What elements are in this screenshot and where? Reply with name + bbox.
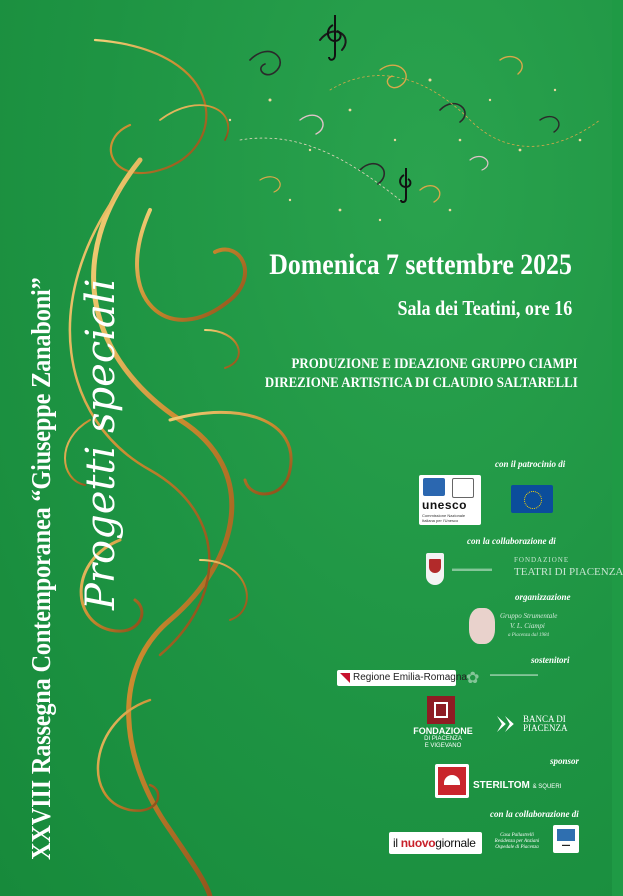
italy-emblem-icon [452,478,474,498]
regione-emilia-romagna-logo [337,670,467,686]
label-sponsor: sponsor [550,756,580,766]
festival-title: XXVIII Rassegna Contemporanea “Giuseppe Zanaboni” [26,277,56,860]
hospital-icon [557,829,575,841]
unesco-temple-icon [423,478,445,496]
comune-logo-text: ▬▬▬▬▬ [452,564,492,573]
banca-name: BANCA DI PIACENZA [523,714,568,733]
fondazione-piacenza-vigevano-logo [402,694,484,750]
production-credit: PRODUZIONE E IDEAZIONE GRUPPO CIAMPI [292,356,578,372]
label-patrocinio: con il patrocinio di [495,459,566,469]
fondazione-pc-line1: FONDAZIONE [413,726,473,736]
fondazione-teatri-line1: FONDAZIONE [514,556,570,564]
gruppo-line1: Gruppo Strumentale [500,612,558,620]
hospital-logo: ▬▬ [553,825,579,853]
fondazione-teatri-line2: TEATRI DI PIACENZA [514,566,623,578]
lotus-icon: ✿ [466,670,480,687]
regione-flag-icon [340,673,350,683]
eu-stars-icon [524,491,542,509]
event-venue: Sala dei Teatini, ore 16 [397,296,572,320]
gruppo-line3: a Piacenza dal 1984 [508,633,549,638]
sostenitore-logo-text: ▬▬▬▬▬▬▬▬ [490,672,538,678]
gruppo-line2: V. L. Ciampi [510,622,545,630]
label-sostenitori: sostenitori [531,655,570,665]
casa-pallastrelli-logo: Casa Pallastrelli Residenza per Anziani Ospedale di Piacenza [494,833,540,850]
label-collaborazione-2: con la collaborazione di [490,809,579,819]
top-swirls [240,31,600,202]
regione-name: Regione Emilia-Romagna [353,672,467,683]
fondazione-emblem-icon [427,696,455,724]
subtitle-progetti-speciali: Progetti speciali [78,278,124,610]
gruppo-ciampi-emblem-icon [469,608,495,644]
unesco-logo [419,475,481,525]
unesco-subtitle: Commissione Nazionale Italiana per l’Unesco [422,513,466,523]
unesco-name: unesco [422,498,468,512]
fondazione-pc-line2-3: DI PIACENZA E VIGEVANO [424,736,462,749]
treble-clef-icon [328,15,411,202]
steriltom-emblem-icon [435,764,469,798]
il-nuovo-giornale-logo: il nuovogiornale [389,832,482,854]
artistic-direction-credit: DIREZIONE ARTISTICA DI CLAUDIO SALTARELLI [265,375,578,391]
label-organizzazione: organizzazione [515,592,571,602]
banca-di-piacenza-logo [497,714,579,734]
event-date: Domenica 7 settembre 2025 [269,248,572,281]
comune-piacenza-crest-icon [426,553,444,585]
steriltom-name: STERILTOM & SQUERI [473,780,562,791]
eu-logo [511,485,553,513]
label-collaborazione: con la collaborazione di [467,536,556,546]
